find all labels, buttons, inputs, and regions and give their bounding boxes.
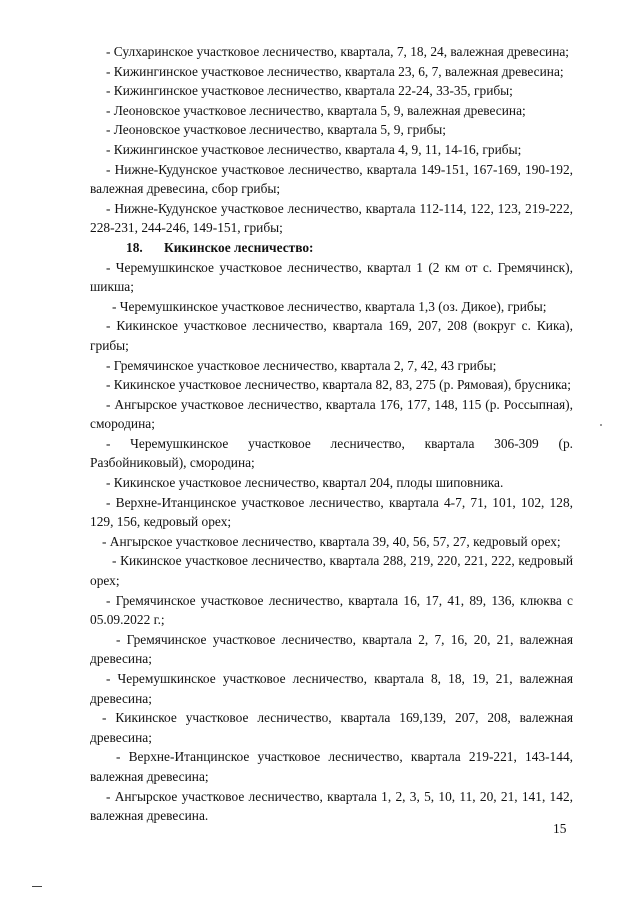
paragraph-21: - Гремячинское участковое лесничество, квартала 2, 7, 16, 20, 21, валежная древесина; [90,631,573,667]
page-number: 15 [553,821,567,836]
paragraph-7: - Нижне-Кудунское участковое лесничество, квартала 149-151, 167-169, 190-192, валежная древесина, сбор грибы; [90,161,573,197]
document-page [90,42,573,826]
paragraph-18: - Ангырское участковое лесничество, квартала 39, 40, 56, 57, 27, кедровый орех; [102,533,561,549]
paragraph-24: - Верхне-Итанцинское участковое лесничество, квартала 219-221, 143-144, валежная древесина; [90,749,573,784]
paragraph-1: - Сулхаринское участковое лесничество, квартала, 7, 18, 24, валежная древесина; [106,44,570,59]
paragraph-8: - Нижне-Кудунское участковое лесничество, квартала 112-114, 122, 123, 219-222, 228-231, 244-246, 149-151, грибы; [90,200,573,236]
paragraph-14: - Ангырское участковое лесничество, квартала 176, 177, 148, 115 (р. Россыпная), смородина; [90,396,573,432]
paragraph-10: - Черемушкинское участковое лесничество, квартала 1,3 (оз. Дикое), грибы; [112,298,547,314]
paragraph-12: - Гремячинское участковое лесничество, квартала 2, 7, 42, 43 грибы; [106,357,497,373]
paragraph-25: - Ангырское участковое лесничество, квартала 1, 2, 3, 5, 10, 11, 20, 21, 141, 142, валежная древесина. [90,788,573,824]
section-title: Кикинское лесничество: [164,239,314,255]
section-heading [90,238,573,258]
paragraph-5: - Леоновское участковое лесничество, квартала 5, 9, грибы; [106,122,447,138]
paragraph-17: - Верхне-Итанцинское участковое лесничество, квартала 4-7, 71, 101, 102, 128, 129, 156, кедровый орех; [90,494,573,530]
paragraph-15: - Черемушкинское участковое лесничество, квартала 306-309 (р. Разбойниковый), смородина; [90,435,573,471]
paragraph-3: - Кижингинское участковое лесничество, квартала 22-24, 33-35, грибы; [106,83,513,99]
scan-speck [600,424,602,426]
paragraph-19: - Кикинское участковое лесничество, квартала 288, 219, 220, 221, 222, кедровый орех; [90,553,573,589]
paragraph-9: - Черемушкинское участковое лесничество, квартал 1 (2 км от с. Гремячинск), шикша; [90,259,573,295]
section-number: 18. [126,239,143,255]
paragraph-4: - Леоновское участковое лесничество, квартала 5, 9, валежная древесина; [106,102,526,118]
paragraph-2: - Кижингинское участковое лесничество, квартала 23, 6, 7, валежная древесина; [106,63,564,79]
paragraph-11: - Кикинское участковое лесничество, квартала 169, 207, 208 (вокруг с. Кика), грибы; [90,318,573,353]
paragraph-23: - Кикинское участковое лесничество, квартала 169,139, 207, 208, валежная древесина; [90,710,573,745]
paragraph-16: - Кикинское участковое лесничество, квартал 204, плоды шиповника. [106,475,504,491]
paragraph-20: - Гремячинское участковое лесничество, квартала 16, 17, 41, 89, 136, клюква с 05.09.2022 г.; [90,592,573,628]
paragraph-13: - Кикинское участковое лесничество, квартала 82, 83, 275 (р. Рямовая), брусника; [106,377,571,393]
paragraph-6: - Кижингинское участковое лесничество, квартала 4, 9, 11, 14-16, грибы; [106,141,522,157]
scan-edge-mark [32,886,42,887]
paragraph-22: - Черемушкинское участковое лесничество, квартала 8, 18, 19, 21, валежная древесина; [90,671,573,706]
